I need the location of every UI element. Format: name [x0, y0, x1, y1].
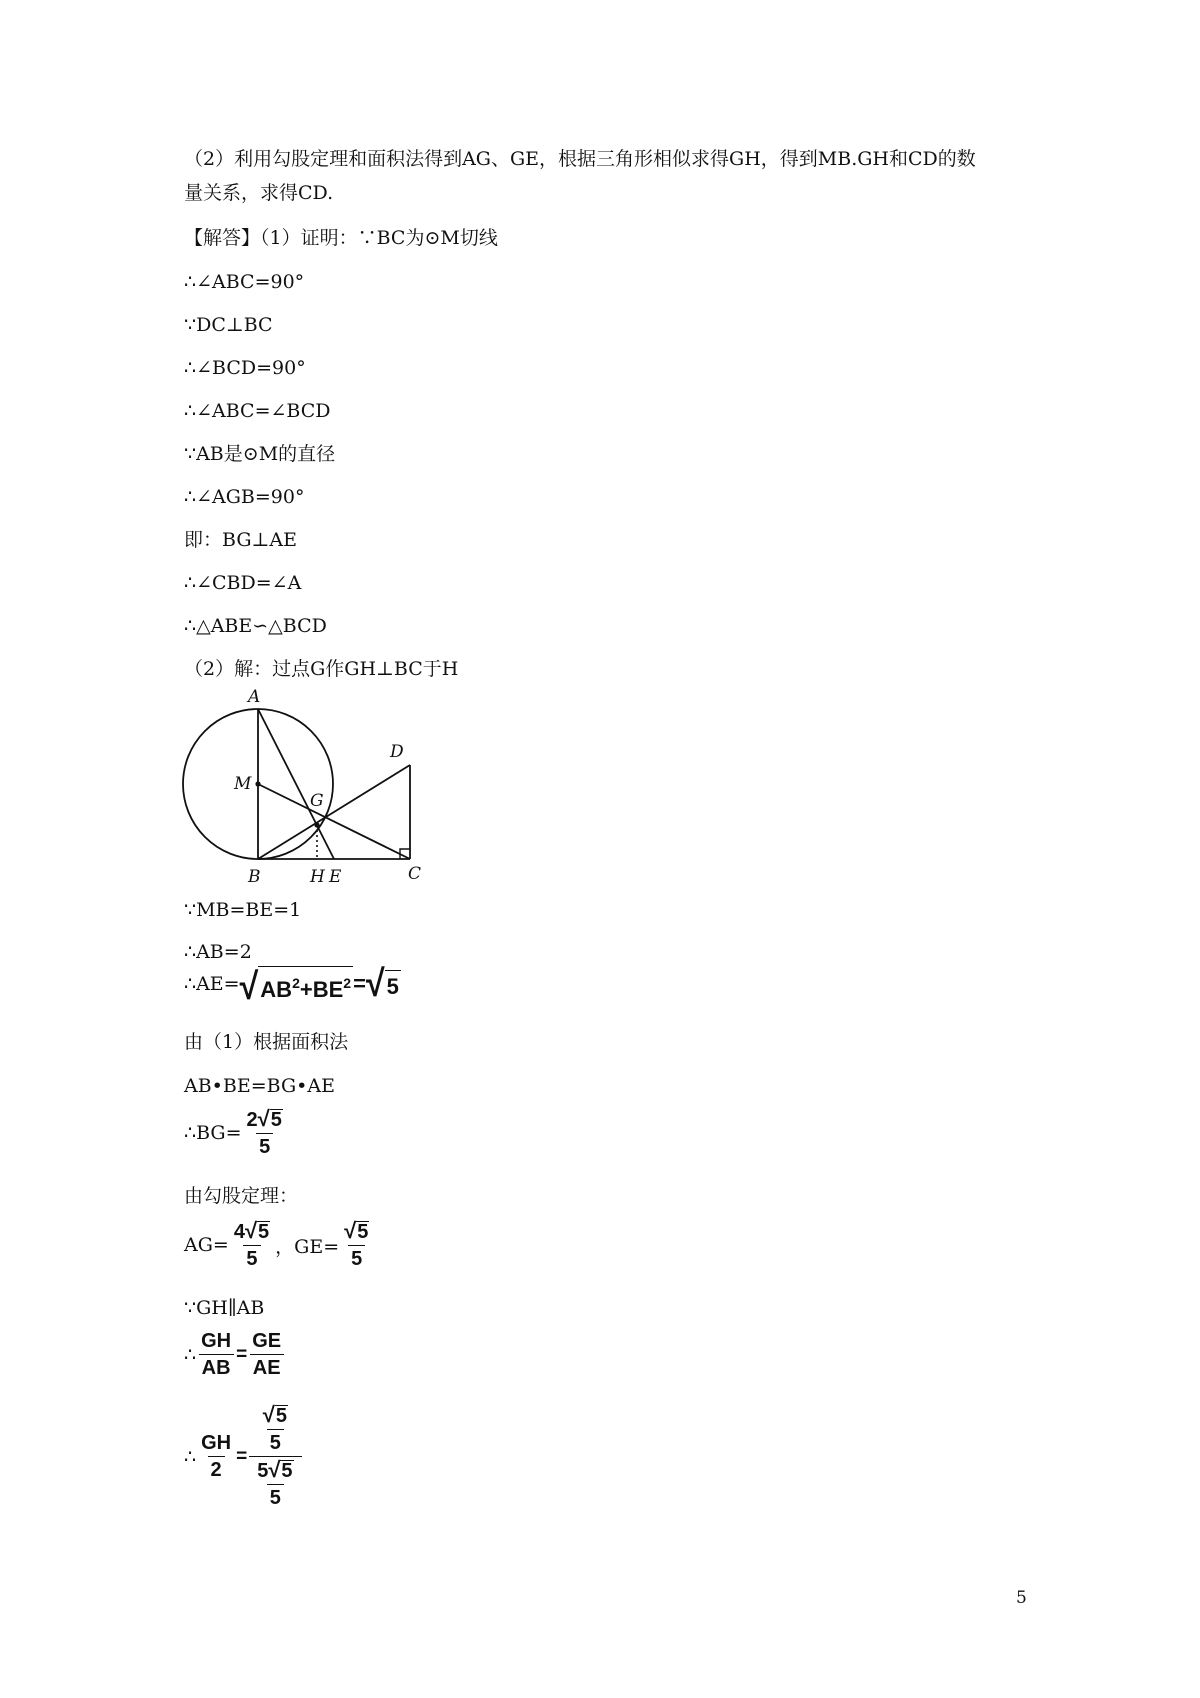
fraction-ge: √ 5 5	[344, 1218, 369, 1270]
label-b: B	[248, 867, 261, 887]
label-m: M	[234, 774, 252, 794]
step-mb-be: ∵MB=BE=1	[184, 899, 302, 921]
point-g	[314, 822, 319, 827]
fraction-root5-over-5: √ 5 5	[262, 1402, 287, 1454]
page-number: 5	[1016, 1588, 1027, 1608]
step-bg-perp-ae: 即：BG⊥AE	[184, 529, 297, 551]
step-area-equation: AB•BE=BG•AE	[184, 1075, 335, 1097]
step-angle-agb: ∴∠AGB=90°	[184, 486, 305, 508]
step-bg-value: ∴BG= 2 √ 5 5	[184, 1108, 288, 1158]
compound-fraction	[249, 1404, 301, 1509]
fraction-gh-2: $\frac{GH}{2}$	[201, 1432, 232, 1481]
label-c: C	[408, 864, 422, 884]
fraction-bg: 2 √ 5 5	[246, 1106, 282, 1158]
sqrt-ab2-be2: √ $AB^2+BE^2$	[239, 966, 352, 1008]
step-angle-bcd: ∴∠BCD=90°	[184, 357, 306, 379]
step-pythagorean: 由勾股定理：	[184, 1185, 299, 1207]
solution-heading: 【解答】（1）证明：∵BC为⊙M切线	[184, 227, 498, 249]
geometry-figure	[176, 682, 436, 912]
sqrt-5: √ 5	[365, 963, 399, 1005]
label-a: A	[248, 687, 261, 707]
fraction-gh-ab: $\frac{GH}{AB}$	[198, 1330, 234, 1379]
step-angle-abc: ∴∠ABC=90°	[184, 271, 305, 293]
analysis-paragraph	[184, 142, 1030, 210]
center-point-m	[255, 781, 260, 786]
segment-mc	[258, 784, 410, 859]
step-area-method: 由（1）根据面积法	[184, 1031, 349, 1053]
step-ag-ge-values: AG= 4 √ 5 5 ，GE= √ 5 5	[184, 1220, 374, 1270]
segment-bd	[258, 765, 410, 859]
label-h: H	[310, 867, 325, 887]
text-line-1: （2）利用勾股定理和面积法得到AG、GE，根据三角形相似求得GH，得到MB.GH和CD的数	[184, 148, 976, 170]
fraction-5root5-over-5: 5 √ 5 5	[257, 1457, 293, 1509]
text-line-2: 量关系，求得CD.	[184, 182, 334, 204]
label-g: G	[310, 791, 324, 811]
step-angles-equal: ∴∠ABC=∠BCD	[184, 400, 331, 422]
step-ratio-substituted: ∴ $\frac{GH}{2}$ = √ 5 5 5 √ 5 5	[184, 1404, 304, 1509]
step-ae-formula: ∴AE= √ $AB^2+BE^2$ = √ 5	[184, 963, 399, 1008]
step-angle-cbd: ∴∠CBD=∠A	[184, 572, 302, 594]
fraction-ag: 4 √ 5 5	[233, 1218, 270, 1270]
step-gh-parallel-ab: ∵GH∥AB	[184, 1297, 265, 1319]
step-ab-2: ∴AB=2	[184, 941, 252, 963]
label-d: D	[390, 742, 404, 762]
label-e: E	[329, 867, 342, 887]
step-ratio-equation: ∴ $\frac{GH}{AB}$ = $\frac{GE}{AE}$	[184, 1330, 286, 1379]
fraction-ge-ae: $\frac{GE}{AE}$	[249, 1330, 284, 1379]
part2-heading: （2）解：过点G作GH⊥BC于H	[184, 658, 459, 680]
step-dc-perp-bc: ∵DC⊥BC	[184, 314, 273, 336]
step-diameter: ∵AB是⊙M的直径	[184, 443, 336, 465]
step-similar-triangles: ∴△ABE∽△BCD	[184, 615, 327, 637]
